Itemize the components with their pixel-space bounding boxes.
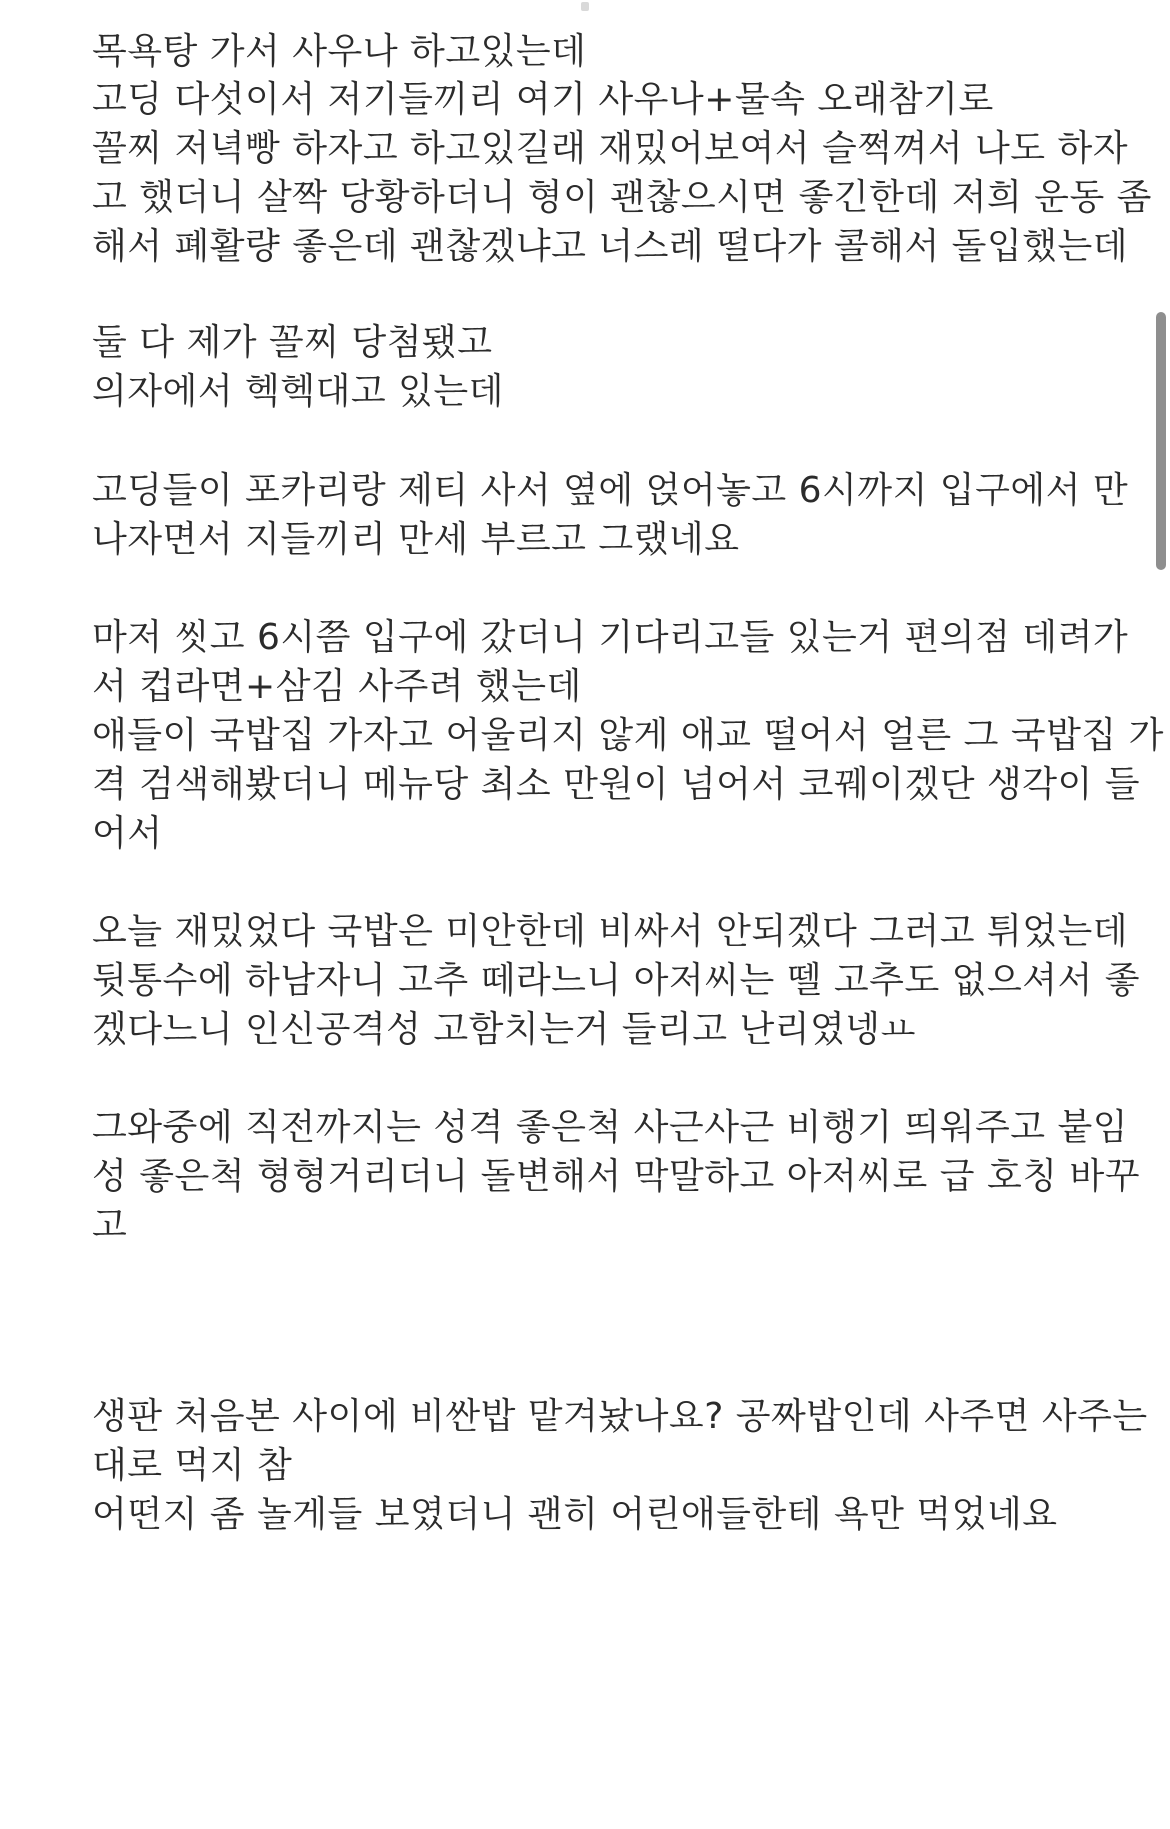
text-line: 서 컵라면+삼김 사주려 했는데 — [92, 666, 582, 707]
text-line: 목욕탕 가서 사우나 하고있는데 — [92, 31, 587, 72]
text-line: 뒷통수에 하남자니 고추 떼라느니 아저씨는 뗄 고추도 없으셔서 좋 — [92, 960, 1140, 1001]
text-line: 어떤지 좀 놀게들 보였더니 괜히 어린애들한테 욕만 먹었네요 — [92, 1494, 1058, 1535]
text-line: 마저 씻고 6시쯤 입구에 갔더니 기다리고들 있는거 편의점 데려가 — [92, 617, 1129, 658]
text-line: 둘 다 제가 꼴찌 당첨됐고 — [92, 322, 493, 363]
text-line: 오늘 재밌었다 국밥은 미안한데 비싸서 안되겠다 그러고 튀었는데 — [92, 911, 1129, 952]
text-line: 고 했더니 살짝 당황하더니 형이 괜찮으시면 좋긴한데 저희 운동 좀 — [92, 177, 1152, 218]
text-line: 격 검색해봤더니 메뉴당 최소 만원이 넘어서 코꿰이겠단 생각이 들 — [92, 764, 1140, 805]
text-line: 고딩들이 포카리랑 제티 사서 옆에 얹어놓고 6시까지 입구에서 만 — [92, 470, 1129, 511]
scrollbar-thumb[interactable] — [1156, 312, 1166, 570]
text-line: 대로 먹지 참 — [92, 1445, 293, 1486]
text-line: 고딩 다섯이서 저기들끼리 여기 사우나+물속 오래참기로 — [92, 79, 994, 120]
text-line: 성 좋은척 형형거리더니 돌변해서 막말하고 아저씨로 급 호칭 바꾸 — [92, 1156, 1140, 1197]
text-line: 겠다느니 인신공격성 고함치는거 들리고 난리였넹ㅛ — [92, 1009, 916, 1050]
top-indicator — [581, 2, 589, 11]
text-line: 해서 폐활량 좋은데 괜찮겠냐고 너스레 떨다가 콜해서 돌입했는데 — [92, 226, 1129, 267]
text-line: 의자에서 헥헥대고 있는데 — [92, 371, 504, 412]
text-line: 어서 — [92, 813, 163, 854]
text-line: 애들이 국밥집 가자고 어울리지 않게 애교 떨어서 얼른 그 국밥집 가 — [92, 715, 1164, 756]
text-line: 나자면서 지들끼리 만세 부르고 그랬네요 — [92, 519, 740, 560]
text-line: 생판 처음본 사이에 비싼밥 맡겨놨나요? 공짜밥인데 사주면 사주는 — [92, 1396, 1148, 1437]
text-line: 그와중에 직전까지는 성격 좋은척 사근사근 비행기 띄워주고 붙임 — [92, 1107, 1129, 1148]
text-line: 꼴찌 저녁빵 하자고 하고있길래 재밌어보여서 슬쩍껴서 나도 하자 — [92, 128, 1129, 169]
text-line: 고 — [92, 1205, 128, 1246]
